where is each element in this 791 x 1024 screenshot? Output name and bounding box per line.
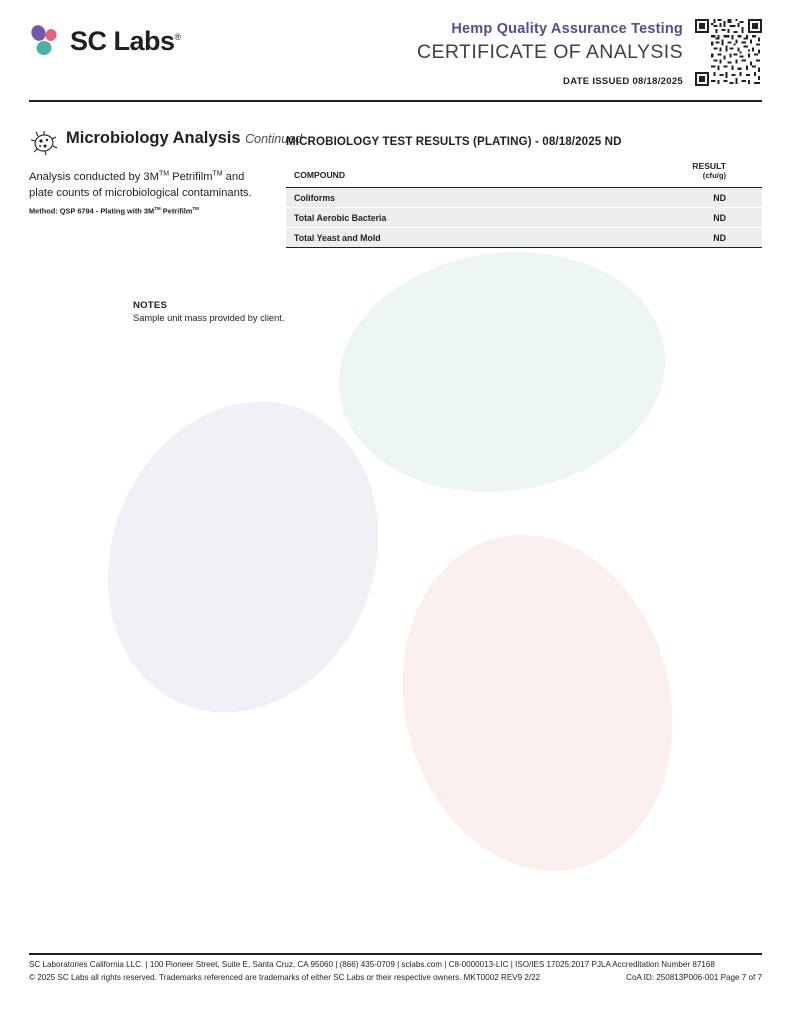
section-title [66, 129, 302, 148]
sc-labs-logo-mark [29, 24, 63, 58]
results-table [286, 157, 762, 248]
column-header-result [616, 157, 762, 188]
cell-result: ND [616, 228, 762, 248]
date-issued-value: 08/18/2025 [632, 76, 683, 87]
footer-coa-id-page: CoA ID: 250813P006-001 Page 7 of 7 [626, 973, 762, 983]
sc-labs-logo [29, 24, 181, 58]
document-title: CERTIFICATE OF ANALYSIS [416, 41, 683, 63]
page-header [0, 0, 791, 100]
footer-copyright: © 2025 SC Labs all rights reserved. Trademarks referenced are trademarks of either SC Labs or their respective owners. MKT0002 REV9 2/22 [29, 973, 541, 983]
brand-name: SC Labs [70, 25, 175, 56]
cell-result: ND [616, 188, 762, 208]
notes-body: Sample unit mass provided by client. [133, 313, 285, 323]
column-header-result-label: RESULT [692, 161, 726, 171]
program-title: Hemp Quality Assurance Testing [451, 21, 683, 37]
table-row [286, 188, 762, 208]
qr-code-icon[interactable] [695, 19, 762, 86]
footer-line-1: SC Laboratories California LLC. | 100 Pioneer Street, Suite E, Santa Cruz, CA 95060 | (866) 435-0709 | sclabs.com | C8-0000013-LIC | ISO/IES 17025:2017 PJLA Accreditation Number 87168 [29, 960, 715, 969]
table-header-row [286, 157, 762, 188]
cell-compound: Coliforms [286, 188, 616, 208]
cell-compound: Total Yeast and Mold [286, 228, 616, 248]
date-issued-label: DATE ISSUED [563, 76, 630, 87]
header-divider [29, 100, 762, 102]
section-title-text: Microbiology Analysis [66, 129, 241, 147]
microbiology-results [286, 135, 762, 248]
table-row [286, 228, 762, 248]
section-method: Method: QSP 6794 - Plating with 3M™ Petrifilm™ [29, 206, 199, 216]
table-row [286, 208, 762, 228]
microbe-icon [29, 128, 59, 158]
header-titles [263, 21, 683, 87]
footer-divider [29, 953, 762, 955]
column-header-compound: COMPOUND [286, 157, 616, 188]
section-description: Analysis conducted by 3M™ Petrifilm™ and plate counts of microbiological contaminants. [29, 170, 252, 200]
notes-block [133, 300, 433, 323]
footer-line-2 [29, 971, 762, 984]
section-continued-label: Continued [245, 132, 303, 146]
column-header-result-unit: (cfu/g) [702, 171, 726, 180]
notes-title: NOTES [133, 300, 168, 311]
brand-registered-mark: ® [174, 31, 181, 42]
page-footer [29, 958, 762, 985]
results-heading: MICROBIOLOGY TEST RESULTS (PLATING) - 08/18/2025 ND [286, 135, 622, 148]
cell-result: ND [616, 208, 762, 228]
date-issued [263, 76, 683, 87]
cell-compound: Total Aerobic Bacteria [286, 208, 616, 228]
sc-labs-logo-text [70, 26, 181, 57]
